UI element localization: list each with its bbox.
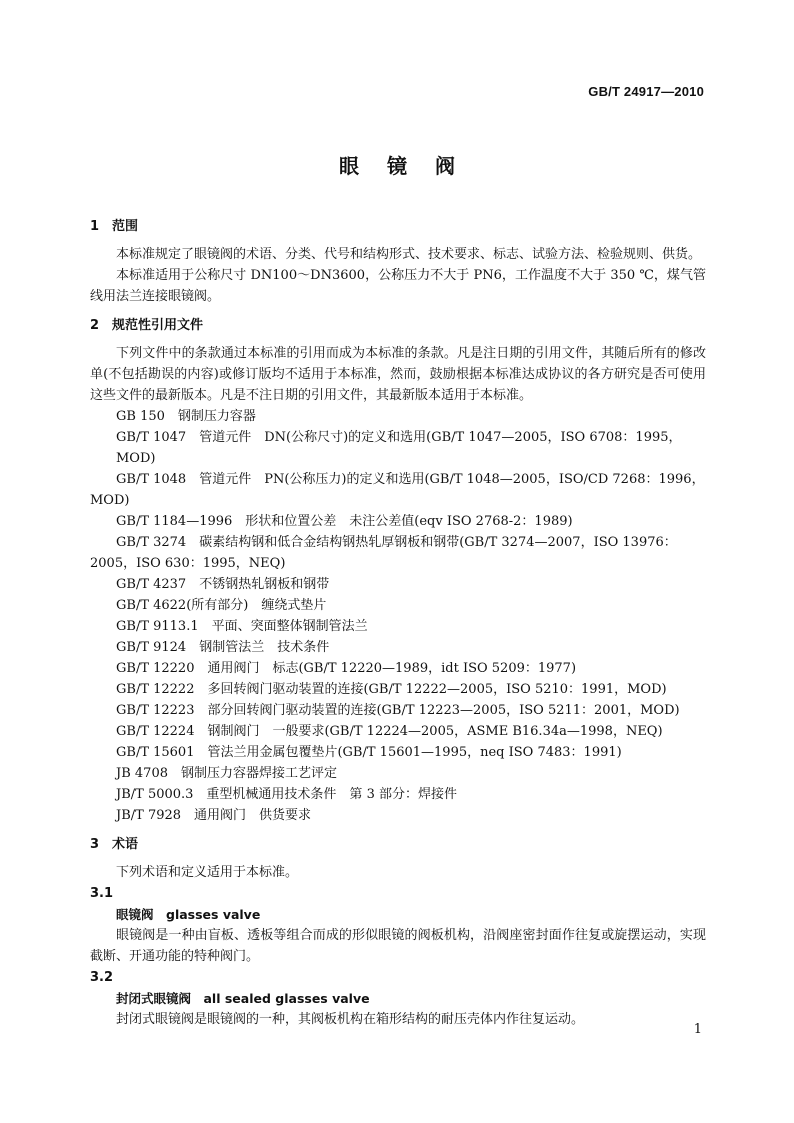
reference-item: GB/T 12223 部分回转阀门驱动装置的连接(GB/T 12223—2005，ISO 5211：2001，MOD)	[116, 703, 680, 718]
term-number: 3.1	[90, 886, 114, 901]
section-heading-terms	[90, 834, 706, 855]
reference-item: JB/T 5000.3 重型机械通用技术条件 第 3 部分：焊接件	[116, 787, 457, 802]
term-definition: 眼镜阀是一种由盲板、透板等组合而成的形似眼镜的阀板机构，沿阀座密封面作往复或旋摆运动，实现截断、开通功能的特种阀门。	[90, 928, 706, 964]
term-name: 眼镜阀 glasses valve	[116, 907, 261, 922]
term-definition: 封闭式眼镜阀是眼镜阀的一种，其阀板机构在箱形结构的耐压壳体内作往复运动。	[116, 1012, 585, 1027]
scope-paragraph: 本标准适用于公称尺寸 DN100～DN3600，公称压力不大于 PN6，工作温度不大于 350 ℃，煤气管线用法兰连接眼镜阀。	[90, 268, 706, 304]
reference-item: GB/T 1048 管道元件 PN(公称压力)的定义和选用(GB/T 1048—2005，ISO/CD 7268：1996，MOD)	[90, 472, 705, 508]
page-number: 1	[693, 1022, 702, 1037]
reference-item: GB/T 1047 管道元件 DN(公称尺寸)的定义和选用(GB/T 1047—2005，ISO 6708：1995，MOD)	[116, 430, 682, 466]
document-title: 眼镜阀	[339, 154, 483, 178]
term-number: 3.2	[90, 970, 114, 985]
reference-item: GB/T 15601 管法兰用金属包覆垫片(GB/T 15601—1995，neq ISO 7483：1991)	[116, 745, 622, 760]
document-body	[90, 216, 706, 1030]
section-heading-scope	[90, 216, 706, 237]
section-title: 术语	[112, 837, 139, 852]
reference-item: GB/T 1184—1996 形状和位置公差 未注公差值(eqv ISO 2768-2：1989)	[116, 514, 573, 529]
reference-item: GB/T 3274 碳素结构钢和低合金结构钢热轧厚钢板和钢带(GB/T 3274—2007，ISO 13976：2005，ISO 630：1995，NEQ)	[90, 535, 677, 571]
scope-paragraph: 本标准规定了眼镜阀的术语、分类、代号和结构形式、技术要求、标志、试验方法、检验规则、供货。	[116, 247, 702, 262]
references-intro: 下列文件中的条款通过本标准的引用而成为本标准的条款。凡是注日期的引用文件，其随后所有的修改单(不包括勘误的内容)或修订版均不适用于本标准，然而，鼓励根据本标准达成协议的各方研究是否可使用这些文件的最新版本。凡是不注日期的引用文件，其最新版本适用于本标准。	[90, 346, 706, 403]
section-number: 2	[90, 318, 100, 333]
reference-item: JB 4708 钢制压力容器焊接工艺评定	[116, 766, 337, 781]
reference-item: GB/T 4622(所有部分) 缠绕式垫片	[116, 598, 327, 613]
section-heading-normative-references	[90, 315, 706, 336]
terms-intro: 下列术语和定义适用于本标准。	[116, 865, 299, 880]
section-number: 1	[90, 219, 100, 234]
term-name: 封闭式眼镜阀 all sealed glasses valve	[116, 991, 370, 1006]
reference-item: JB/T 7928 通用阀门 供货要求	[116, 808, 312, 823]
reference-item: GB/T 4237 不锈钢热轧钢板和钢带	[116, 577, 330, 592]
standard-number: GB/T 24917—2010	[588, 84, 704, 99]
reference-item: GB/T 12224 钢制阀门 一般要求(GB/T 12224—2005，ASME B16.34a—1998，NEQ)	[116, 724, 663, 739]
section-title: 范围	[112, 219, 139, 234]
reference-item: GB/T 12220 通用阀门 标志(GB/T 12220—1989，idt ISO 5209：1977)	[116, 661, 577, 676]
reference-item: GB/T 12222 多回转阀门驱动装置的连接(GB/T 12222—2005，ISO 5210：1991，MOD)	[116, 682, 667, 697]
section-title: 规范性引用文件	[112, 318, 204, 333]
section-number: 3	[90, 837, 100, 852]
reference-item: GB/T 9113.1 平面、突面整体钢制管法兰	[116, 619, 368, 634]
reference-item: GB 150 钢制压力容器	[116, 409, 256, 424]
reference-item: GB/T 9124 钢制管法兰 技术条件	[116, 640, 330, 655]
